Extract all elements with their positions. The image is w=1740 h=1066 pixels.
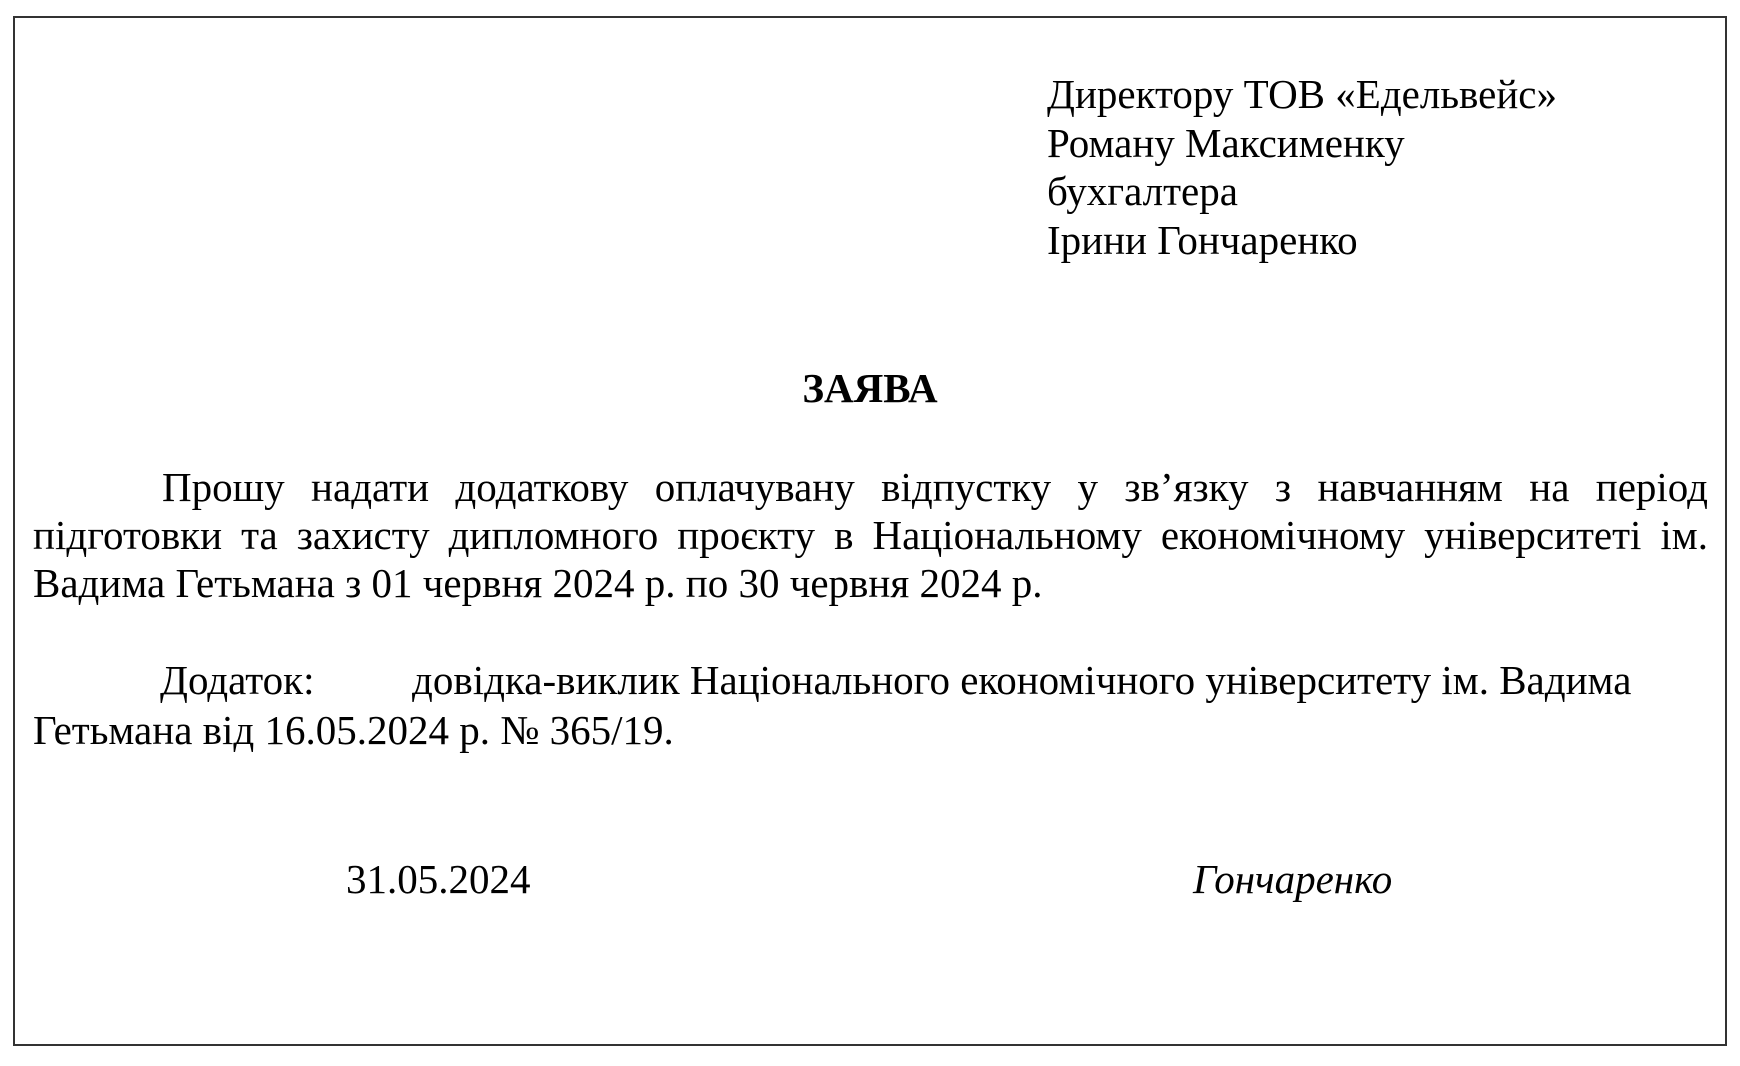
recipient-line: бухгалтера (1047, 168, 1238, 214)
signature: Гончаренко (1193, 856, 1393, 902)
attachment-line: Гетьмана від 16.05.2024 р. № 365/19. (33, 707, 674, 753)
body-line: підготовки та захисту дипломного проєкту в Національному економічному університеті ім. (33, 512, 1708, 558)
document-title: ЗАЯВА (802, 365, 938, 411)
body-line: Вадима Гетьмана з 01 червня 2024 р. по 30 червня 2024 р. (33, 560, 1043, 606)
date: 31.05.2024 (346, 856, 531, 902)
body-line: Прошу надати додаткову оплачувану відпустку у зв’язку з навчанням на період (162, 464, 1708, 510)
recipient-line: Ірини Гончаренко (1047, 217, 1358, 263)
attachment-line: довідка-виклик Національного економічного університету ім. Вадима (412, 657, 1632, 703)
recipient-line: Директору ТОВ «Едельвейс» (1047, 71, 1557, 117)
recipient-line: Роману Максименку (1047, 120, 1405, 166)
attachment-label: Додаток: (160, 657, 315, 703)
